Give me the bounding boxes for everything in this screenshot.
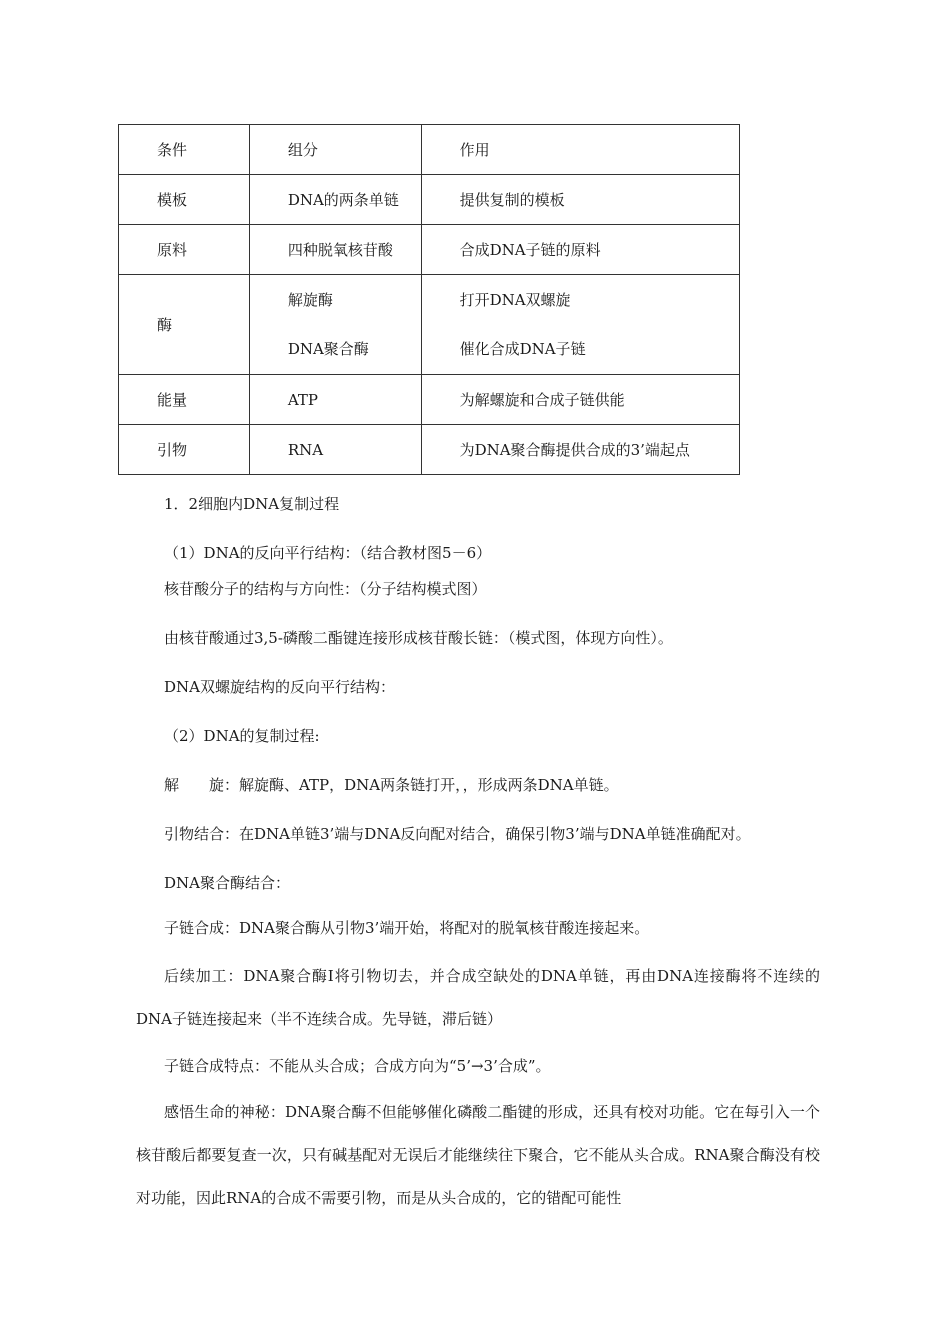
- cell-function: 合成DNA子链的原料: [421, 225, 739, 275]
- table-header-row: [119, 125, 740, 175]
- header-condition: 条件: [119, 125, 250, 175]
- paragraph-nucleotide-structure: 核苷酸分子的结构与方向性：（分子结构模式图）: [164, 580, 487, 598]
- section-title: 1．2细胞内DNA复制过程: [164, 495, 340, 513]
- cell-condition: 能量: [119, 375, 250, 425]
- component-item: DNA聚合酶: [287, 339, 369, 358]
- cell-function: 为DNA聚合酶提供合成的3’端起点: [421, 425, 739, 475]
- paragraph-double-helix: DNA双螺旋结构的反向平行结构：: [164, 678, 395, 696]
- paragraph-phosphodiester: 由核苷酸通过3,5-磷酸二酯键连接形成核苷酸长链：（模式图，体现方向性）。: [164, 629, 673, 647]
- cell-condition: 引物: [119, 425, 250, 475]
- paragraph-antiparallel: （1）DNA的反向平行结构：（结合教材图5－6）: [164, 544, 492, 562]
- paragraph-replication-process: （2）DNA的复制过程:: [164, 727, 320, 745]
- paragraph-polymerase-binding: DNA聚合酶结合：: [164, 874, 290, 892]
- cell-function: 提供复制的模板: [421, 175, 739, 225]
- replication-conditions-table: [118, 124, 740, 475]
- paragraph-proofreading: 感悟生命的神秘：DNA聚合酶不但能够催化磷酸二酯键的形成，还具有校对功能。它在每引入一个核苷酸后都要复查一次，只有碱基配对无误后才能继续往下聚合，它不能从头合成。RNA聚合酶没有校对功能，因此RNA的合成不需要引物，而是从头合成的，它的错配可能性: [136, 1103, 820, 1207]
- table-row: [119, 175, 740, 225]
- table-row: [119, 225, 740, 275]
- cell-function: [421, 275, 739, 375]
- cell-components: DNA的两条单链: [249, 175, 421, 225]
- paragraph-strand-synthesis: 子链合成：DNA聚合酶从引物3’端开始，将配对的脱氧核苷酸连接起来。: [164, 919, 650, 937]
- table-row: [119, 275, 740, 375]
- cell-condition: 模板: [119, 175, 250, 225]
- table-row: [119, 375, 740, 425]
- header-components: 组分: [249, 125, 421, 175]
- paragraph-processing: 后续加工：DNA聚合酶Ⅰ将引物切去，并合成空缺处的DNA单链，再由DNA连接酶将不连续的DNA子链连接起来（半不连续合成。先导链，滞后链）: [136, 967, 820, 1028]
- cell-components: [249, 275, 421, 375]
- component-item: 解旋酶: [287, 290, 333, 309]
- cell-components: ATP: [249, 375, 421, 425]
- table-row: [119, 425, 740, 475]
- cell-condition: 原料: [119, 225, 250, 275]
- header-function: 作用: [421, 125, 739, 175]
- function-item: 催化合成DNA子链: [459, 339, 586, 358]
- cell-components: 四种脱氧核苷酸: [249, 225, 421, 275]
- cell-components: RNA: [249, 425, 421, 475]
- paragraph-unwinding: 解 旋：解旋酶、ATP，DNA两条链打开，，形成两条DNA单链。: [164, 776, 619, 794]
- cell-condition: 酶: [119, 275, 250, 375]
- function-item: 打开DNA双螺旋: [459, 290, 571, 309]
- paragraph-synthesis-features: 子链合成特点：不能从头合成；合成方向为“5’→3’合成”。: [164, 1057, 551, 1075]
- paragraph-primer-binding: 引物结合：在DNA单链3’端与DNA反向配对结合，确保引物3’端与DNA单链准确配对。: [164, 825, 751, 843]
- cell-function: 为解螺旋和合成子链供能: [421, 375, 739, 425]
